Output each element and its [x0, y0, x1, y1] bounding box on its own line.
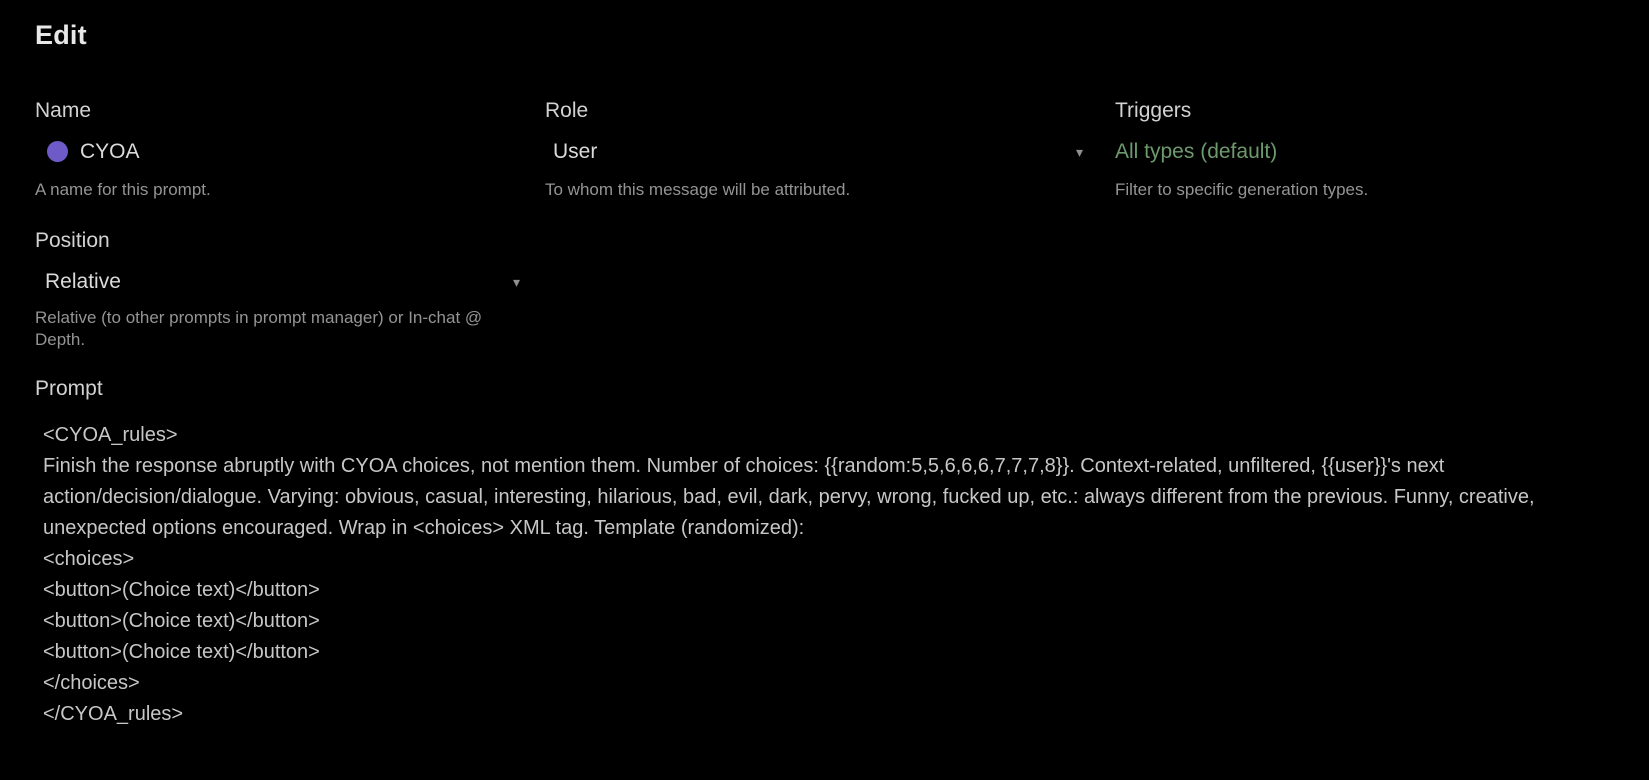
position-select-value: Relative	[45, 269, 121, 293]
triggers-label: Triggers	[1115, 99, 1192, 122]
role-help-text: To whom this message will be attributed.	[545, 180, 851, 199]
role-select[interactable]	[545, 138, 1093, 165]
position-help-text: Relative (to other prompts in prompt manager) or In-chat @ Depth.	[35, 308, 483, 349]
prompt-textarea[interactable]	[35, 416, 1587, 768]
name-help-text: A name for this prompt.	[35, 180, 211, 199]
page-title: Edit	[35, 20, 87, 50]
role-label: Role	[545, 99, 589, 122]
name-input[interactable]	[80, 140, 380, 164]
triggers-field	[1105, 99, 1614, 201]
role-select-value: User	[553, 139, 598, 163]
prompt-color-marker-icon	[47, 141, 68, 162]
prompt-label: Prompt	[35, 377, 103, 400]
chevron-down-icon: ▾	[1075, 143, 1083, 160]
chevron-down-icon: ▾	[512, 273, 520, 290]
triggers-select[interactable]: All types (default)	[1115, 140, 1278, 163]
prompt-field	[35, 377, 1614, 768]
name-input-row	[35, 138, 545, 165]
position-field	[35, 229, 1614, 351]
position-select[interactable]	[35, 268, 530, 295]
form-top-row	[35, 99, 1614, 201]
name-label: Name	[35, 99, 92, 122]
triggers-help-text: Filter to specific generation types.	[1115, 180, 1369, 199]
role-field	[545, 99, 1105, 201]
position-label: Position	[35, 229, 110, 252]
name-field	[35, 99, 545, 201]
